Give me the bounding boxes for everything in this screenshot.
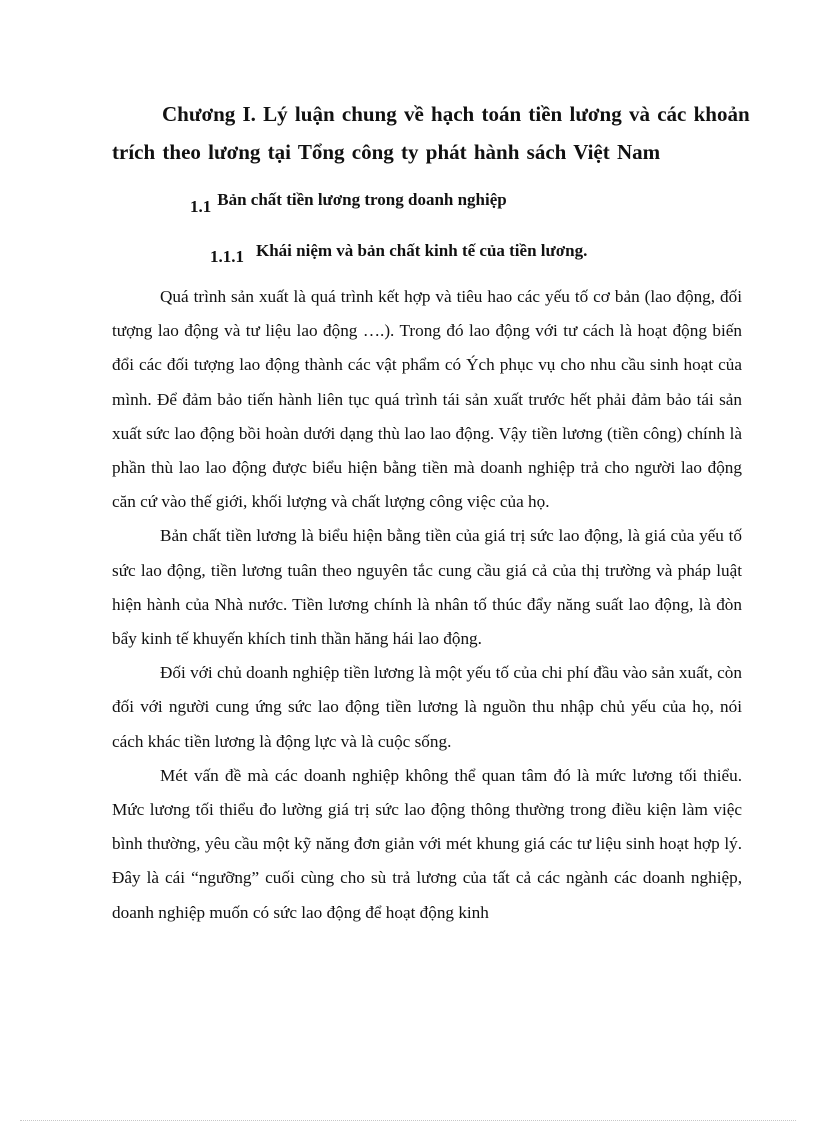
subsection-number: 1.1.1 [210, 247, 244, 266]
section-title: Bản chất tiền lương trong doanh nghiệp [217, 190, 507, 209]
section-heading [190, 190, 507, 216]
subsection-title: Khái niệm và bản chất kinh tế của tiền lương. [256, 241, 588, 260]
chapter-title-line-1: Chương I. Lý luận chung về hạch toán tiền lương và các khoản [162, 102, 750, 126]
paragraph-1: Quá trình sản xuất là quá trình kết hợp và tiêu hao các yếu tố cơ bản (lao động, đối tượng lao động và tư liệu lao động ….). Trong đó lao động với tư cách là hoạt động biến đổi các đối tượng lao động thành các vật phẩm có Ých phục vụ cho nhu cầu sinh hoạt của mình. Để đảm bảo tiến hành liên tục quá trình tái sản xuất trước hết phải đảm bảo tái sản xuất sức lao động bồi hoàn dưới dạng thù lao lao động. Vậy tiền lương (tiền công) chính là phần thù lao lao động được biểu hiện bằng tiền mà doanh nghiệp trả cho người lao động căn cứ vào thế giới, khối lượng và chất lượng công việc của họ. [112, 287, 742, 512]
chapter-title [112, 95, 752, 171]
subsection-heading [210, 241, 588, 266]
chapter-title-line-2: trích theo lương tại Tổng công ty phát hành sách Việt Nam [112, 140, 661, 164]
paragraph-4: Mét vấn đề mà các doanh nghiệp không thể quan tâm đó là mức lương tối thiểu. Mức lương tối thiểu đo lường giá trị sức lao động thông thường trong điều kiện làm việc bình thường, yêu cầu một kỹ năng đơn giản với mét khung giá các tư liệu sinh hoạt hợp lý. Đây là cái “ngưỡng” cuối cùng cho sù trả lương của tất cả các ngành các doanh nghiệp, doanh nghiệp muốn có sức lao động để hoạt động kinh [112, 765, 742, 922]
page-bottom-divider [20, 1120, 796, 1121]
paragraph-3: Đối với chủ doanh nghiệp tiền lương là một yếu tố của chi phí đầu vào sản xuất, còn đối với người cung ứng sức lao động tiền lương là nguồn thu nhập chủ yếu của họ, nói cách khác tiền lương là động lực và là cuộc sống. [112, 663, 742, 751]
body-text [112, 280, 742, 930]
paragraph-2: Bản chất tiền lương là biểu hiện bằng tiền của giá trị sức lao động, là giá của yếu tố sức lao động, tiền lương tuân theo nguyên tắc cung cầu giá cả của thị trường và pháp luật hiện hành của Nhà nước. Tiền lương chính là nhân tố thúc đẩy năng suất lao động, là đòn bẩy kinh tế khuyến khích tinh thần hăng hái lao động. [112, 526, 742, 649]
section-number: 1.1 [190, 197, 212, 216]
